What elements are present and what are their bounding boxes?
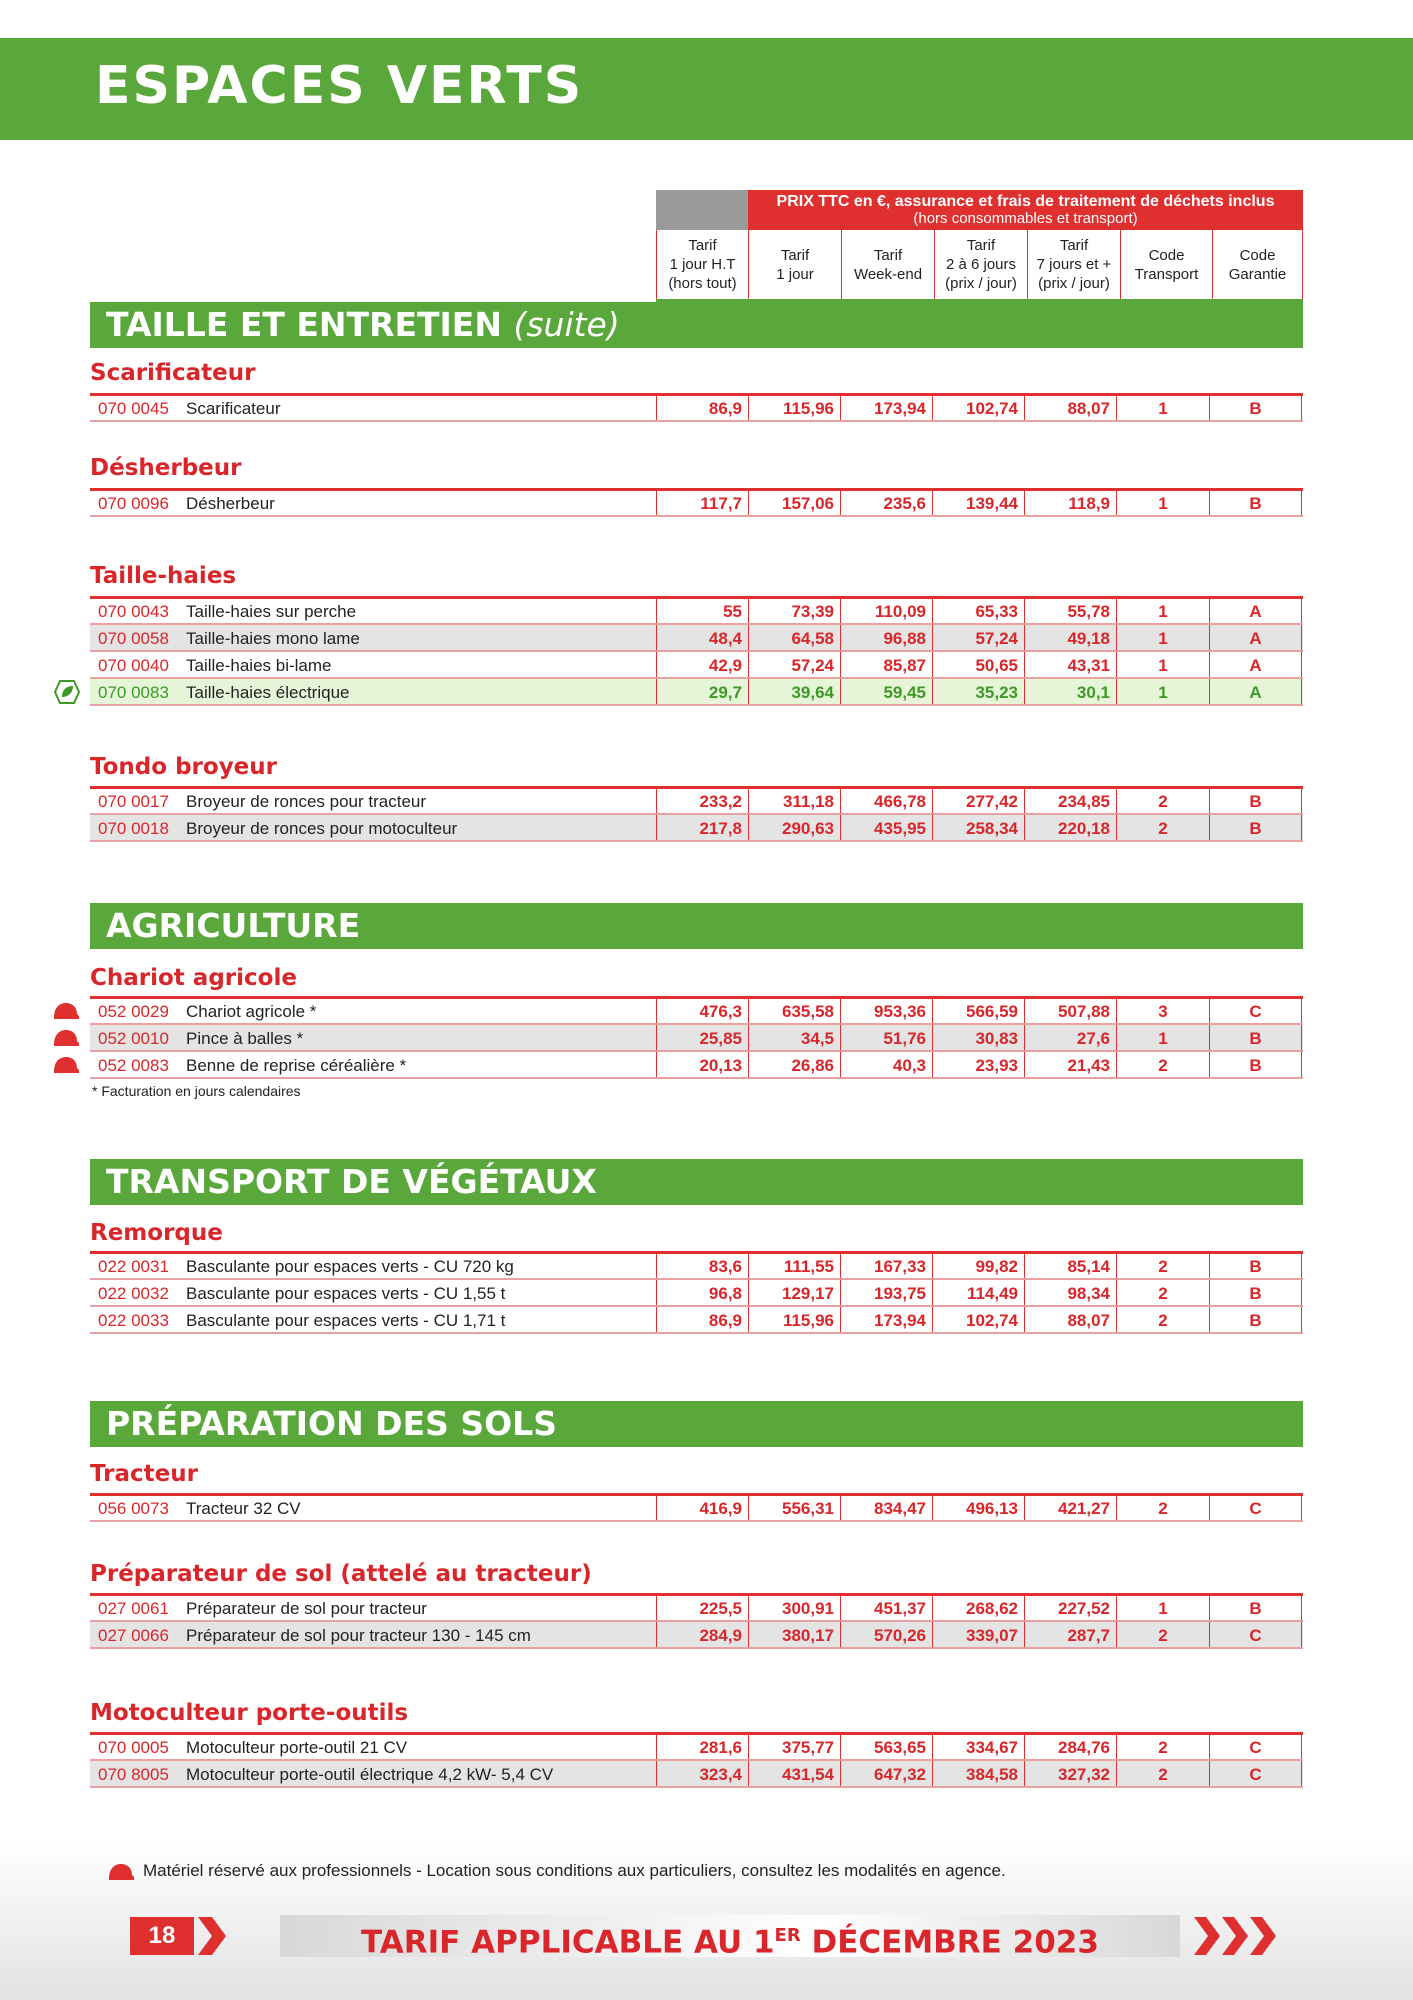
price-2-6j: 114,49 — [932, 1280, 1024, 1305]
code-garantie: B — [1209, 1052, 1302, 1077]
item-name: Scarificateur — [186, 399, 281, 418]
item-code: 052 0010 — [98, 1029, 169, 1048]
price-7j: 55,78 — [1024, 598, 1116, 623]
category-remorque: Remorque — [90, 1220, 223, 1246]
category-tondo-broyeur: Tondo broyeur — [90, 754, 277, 780]
price-1j: 26,86 — [748, 1052, 840, 1077]
item-code: 070 0018 — [98, 819, 169, 838]
price-weekend: 167,33 — [840, 1253, 932, 1278]
item-name: Broyeur de ronces pour motoculteur — [186, 819, 458, 838]
price-1j-ht: 29,7 — [656, 679, 748, 704]
price-1j: 157,06 — [748, 490, 840, 515]
section-transport-vegetaux: TRANSPORT DE VÉGÉTAUX — [90, 1159, 1303, 1205]
price-1j-ht: 96,8 — [656, 1280, 748, 1305]
col-code-transport: Code Transport — [1120, 230, 1212, 299]
section-preparation-sols: PRÉPARATION DES SOLS — [90, 1401, 1303, 1447]
price-2-6j: 334,67 — [932, 1734, 1024, 1759]
chevron-right-icon — [1192, 1915, 1282, 1957]
table-row — [90, 815, 1303, 842]
code-transport: 2 — [1116, 1052, 1209, 1077]
price-7j: 49,18 — [1024, 625, 1116, 650]
code-transport: 1 — [1116, 1025, 1209, 1050]
item-code: 070 0045 — [98, 399, 169, 418]
code-transport: 1 — [1116, 598, 1209, 623]
price-1j: 64,58 — [748, 625, 840, 650]
code-transport: 1 — [1116, 1595, 1209, 1620]
table-row — [90, 490, 1303, 517]
code-garantie: A — [1209, 625, 1302, 650]
table-row — [90, 1495, 1303, 1522]
item-name: Motoculteur porte-outil électrique 4,2 kW- 5,4 CV — [186, 1765, 554, 1784]
price-weekend: 235,6 — [840, 490, 932, 515]
price-1j-ht: 83,6 — [656, 1253, 748, 1278]
item-name: Tracteur 32 CV — [186, 1499, 301, 1518]
price-7j: 507,88 — [1024, 998, 1116, 1023]
table-row — [90, 1622, 1303, 1649]
price-7j: 287,7 — [1024, 1622, 1116, 1647]
price-2-6j: 139,44 — [932, 490, 1024, 515]
section-taille-entretien: TAILLE ET ENTRETIEN (suite) — [90, 302, 1303, 348]
price-1j: 431,54 — [748, 1761, 840, 1786]
item-code: 027 0061 — [98, 1599, 169, 1618]
table-row — [90, 788, 1303, 815]
ht-header-block — [656, 190, 748, 230]
item-code: 052 0029 — [98, 1002, 169, 1021]
code-garantie: B — [1209, 490, 1302, 515]
item-name: Taille-haies mono lame — [186, 629, 360, 648]
item-name: Taille-haies électrique — [186, 683, 350, 702]
col-tarif-7j: Tarif 7 jours et + (prix / jour) — [1027, 230, 1120, 299]
price-weekend: 51,76 — [840, 1025, 932, 1050]
tarif-date-banner: TARIF APPLICABLE AU 1ER DÉCEMBRE 2023 — [361, 1924, 1099, 1961]
item-name: Préparateur de sol pour tracteur — [186, 1599, 427, 1618]
price-1j-ht: 42,9 — [656, 652, 748, 677]
category-taille-haies: Taille-haies — [90, 563, 237, 589]
page-title: ESPACES VERTS — [95, 56, 584, 116]
price-1j: 375,77 — [748, 1734, 840, 1759]
code-transport: 1 — [1116, 679, 1209, 704]
price-1j: 34,5 — [748, 1025, 840, 1050]
price-1j-ht: 117,7 — [656, 490, 748, 515]
ttc-header-sub: (hors consommables et transport) — [913, 210, 1138, 227]
code-transport: 2 — [1116, 1734, 1209, 1759]
table-row — [90, 1253, 1303, 1280]
code-transport: 2 — [1116, 1280, 1209, 1305]
ttc-header-main: PRIX TTC en €, assurance et frais de traitement de déchets inclus — [776, 193, 1275, 210]
price-weekend: 451,37 — [840, 1595, 932, 1620]
code-transport: 1 — [1116, 652, 1209, 677]
price-weekend: 466,78 — [840, 788, 932, 813]
item-code: 070 0043 — [98, 602, 169, 621]
col-tarif-1j: Tarif 1 jour — [748, 230, 841, 299]
item-name: Taille-haies sur perche — [186, 602, 357, 621]
price-1j-ht: 217,8 — [656, 815, 748, 840]
price-7j: 234,85 — [1024, 788, 1116, 813]
category-preparateur-sol: Préparateur de sol (attelé au tracteur) — [90, 1561, 592, 1587]
price-weekend: 96,88 — [840, 625, 932, 650]
price-2-6j: 566,59 — [932, 998, 1024, 1023]
price-1j-ht: 48,4 — [656, 625, 748, 650]
price-2-6j: 23,93 — [932, 1052, 1024, 1077]
price-1j: 115,96 — [748, 1307, 840, 1332]
item-code: 070 0083 — [98, 683, 169, 702]
table-row — [90, 1595, 1303, 1622]
category-motoculteur: Motoculteur porte-outils — [90, 1700, 409, 1726]
code-transport: 1 — [1116, 395, 1209, 420]
chevron-right-icon — [196, 1915, 250, 1957]
price-1j: 300,91 — [748, 1595, 840, 1620]
item-code: 022 0031 — [98, 1257, 169, 1276]
code-garantie: B — [1209, 1253, 1302, 1278]
price-2-6j: 258,34 — [932, 815, 1024, 840]
price-1j-ht: 233,2 — [656, 788, 748, 813]
price-7j: 88,07 — [1024, 1307, 1116, 1332]
price-2-6j: 30,83 — [932, 1025, 1024, 1050]
price-1j-ht: 55 — [656, 598, 748, 623]
price-7j: 98,34 — [1024, 1280, 1116, 1305]
price-1j-ht: 225,5 — [656, 1595, 748, 1620]
code-garantie: C — [1209, 1761, 1302, 1786]
price-weekend: 834,47 — [840, 1495, 932, 1520]
code-transport: 2 — [1116, 815, 1209, 840]
price-2-6j: 102,74 — [932, 1307, 1024, 1332]
table-row — [90, 625, 1303, 652]
price-7j: 85,14 — [1024, 1253, 1116, 1278]
code-transport: 2 — [1116, 1495, 1209, 1520]
price-weekend: 85,87 — [840, 652, 932, 677]
price-7j: 27,6 — [1024, 1025, 1116, 1050]
code-garantie: C — [1209, 1495, 1302, 1520]
price-2-6j: 339,07 — [932, 1622, 1024, 1647]
price-2-6j: 65,33 — [932, 598, 1024, 623]
price-weekend: 59,45 — [840, 679, 932, 704]
price-7j: 21,43 — [1024, 1052, 1116, 1077]
code-transport: 3 — [1116, 998, 1209, 1023]
item-code: 027 0066 — [98, 1626, 169, 1645]
price-1j: 73,39 — [748, 598, 840, 623]
code-garantie: B — [1209, 815, 1302, 840]
item-name: Taille-haies bi-lame — [186, 656, 332, 675]
item-name: Préparateur de sol pour tracteur 130 - 145 cm — [186, 1626, 531, 1645]
col-tarif-1j-ht: Tarif 1 jour H.T (hors tout) — [656, 230, 748, 299]
price-weekend: 953,36 — [840, 998, 932, 1023]
helmet-icon — [52, 1055, 80, 1075]
item-code: 052 0083 — [98, 1056, 169, 1075]
section-agriculture: AGRICULTURE — [90, 903, 1303, 949]
price-1j: 380,17 — [748, 1622, 840, 1647]
item-code: 070 0017 — [98, 792, 169, 811]
price-7j: 43,31 — [1024, 652, 1116, 677]
price-1j-ht: 416,9 — [656, 1495, 748, 1520]
price-1j: 311,18 — [748, 788, 840, 813]
code-transport: 2 — [1116, 1307, 1209, 1332]
category-chariot-agricole: Chariot agricole — [90, 965, 297, 991]
code-garantie: C — [1209, 998, 1302, 1023]
item-code: 070 0005 — [98, 1738, 169, 1757]
code-transport: 2 — [1116, 788, 1209, 813]
table-row — [90, 679, 1303, 706]
code-garantie: B — [1209, 788, 1302, 813]
category-tracteur: Tracteur — [90, 1461, 198, 1487]
item-name: Pince à balles * — [186, 1029, 304, 1048]
price-2-6j: 268,62 — [932, 1595, 1024, 1620]
price-7j: 30,1 — [1024, 679, 1116, 704]
table-row — [90, 598, 1303, 625]
price-1j: 290,63 — [748, 815, 840, 840]
calendar-note: * Facturation en jours calendaires — [92, 1083, 301, 1099]
price-2-6j: 99,82 — [932, 1253, 1024, 1278]
price-weekend: 173,94 — [840, 1307, 932, 1332]
price-weekend: 40,3 — [840, 1052, 932, 1077]
price-1j-ht: 86,9 — [656, 1307, 748, 1332]
price-1j-ht: 284,9 — [656, 1622, 748, 1647]
item-code: 070 0040 — [98, 656, 169, 675]
table-row — [90, 998, 1303, 1025]
price-7j: 421,27 — [1024, 1495, 1116, 1520]
code-transport: 2 — [1116, 1253, 1209, 1278]
code-garantie: C — [1209, 1622, 1302, 1647]
code-transport: 1 — [1116, 490, 1209, 515]
price-7j: 284,76 — [1024, 1734, 1116, 1759]
table-row — [90, 1280, 1303, 1307]
table-row — [90, 1734, 1303, 1761]
price-column-header — [656, 190, 1303, 302]
price-1j-ht: 86,9 — [656, 395, 748, 420]
price-weekend: 647,32 — [840, 1761, 932, 1786]
code-garantie: B — [1209, 1025, 1302, 1050]
price-weekend: 570,26 — [840, 1622, 932, 1647]
table-row — [90, 1761, 1303, 1788]
code-garantie: C — [1209, 1734, 1302, 1759]
table-row — [90, 1307, 1303, 1334]
helmet-icon — [107, 1862, 135, 1882]
price-7j: 88,07 — [1024, 395, 1116, 420]
page-number: 18 — [130, 1917, 194, 1955]
eco-leaf-icon — [54, 679, 80, 705]
price-1j: 57,24 — [748, 652, 840, 677]
price-1j: 556,31 — [748, 1495, 840, 1520]
code-garantie: A — [1209, 679, 1302, 704]
code-garantie: A — [1209, 598, 1302, 623]
code-transport: 2 — [1116, 1761, 1209, 1786]
item-code: 070 0096 — [98, 494, 169, 513]
price-1j: 39,64 — [748, 679, 840, 704]
page-header-banner — [0, 38, 1413, 140]
table-row — [90, 1025, 1303, 1052]
code-garantie: A — [1209, 652, 1302, 677]
price-1j: 115,96 — [748, 395, 840, 420]
col-tarif-2-6j: Tarif 2 à 6 jours (prix / jour) — [934, 230, 1027, 299]
col-code-garantie: Code Garantie — [1212, 230, 1303, 299]
item-code: 022 0032 — [98, 1284, 169, 1303]
price-1j-ht: 25,85 — [656, 1025, 748, 1050]
price-1j-ht: 476,3 — [656, 998, 748, 1023]
table-row — [90, 652, 1303, 679]
price-weekend: 110,09 — [840, 598, 932, 623]
item-name: Broyeur de ronces pour tracteur — [186, 792, 427, 811]
item-code: 056 0073 — [98, 1499, 169, 1518]
price-1j-ht: 281,6 — [656, 1734, 748, 1759]
price-2-6j: 102,74 — [932, 395, 1024, 420]
price-7j: 118,9 — [1024, 490, 1116, 515]
item-name: Basculante pour espaces verts - CU 1,71 t — [186, 1311, 506, 1330]
price-2-6j: 277,42 — [932, 788, 1024, 813]
price-2-6j: 50,65 — [932, 652, 1024, 677]
category-desherbeur: Désherbeur — [90, 455, 242, 481]
item-name: Basculante pour espaces verts - CU 720 kg — [186, 1257, 514, 1276]
price-7j: 227,52 — [1024, 1595, 1116, 1620]
price-weekend: 435,95 — [840, 815, 932, 840]
helmet-icon — [52, 1028, 80, 1048]
item-code: 070 8005 — [98, 1765, 169, 1784]
price-weekend: 193,75 — [840, 1280, 932, 1305]
price-1j: 635,58 — [748, 998, 840, 1023]
price-2-6j: 35,23 — [932, 679, 1024, 704]
price-2-6j: 384,58 — [932, 1761, 1024, 1786]
price-1j: 111,55 — [748, 1253, 840, 1278]
item-name: Désherbeur — [186, 494, 275, 513]
table-row — [90, 1052, 1303, 1079]
code-transport: 1 — [1116, 625, 1209, 650]
code-garantie: B — [1209, 1595, 1302, 1620]
item-name: Benne de reprise céréalière * — [186, 1056, 407, 1075]
price-2-6j: 57,24 — [932, 625, 1024, 650]
item-code: 022 0033 — [98, 1311, 169, 1330]
price-weekend: 563,65 — [840, 1734, 932, 1759]
price-7j: 327,32 — [1024, 1761, 1116, 1786]
table-row — [90, 395, 1303, 422]
item-code: 070 0058 — [98, 629, 169, 648]
price-2-6j: 496,13 — [932, 1495, 1024, 1520]
item-name: Basculante pour espaces verts - CU 1,55 t — [186, 1284, 506, 1303]
price-1j: 129,17 — [748, 1280, 840, 1305]
price-1j-ht: 323,4 — [656, 1761, 748, 1786]
col-tarif-weekend: Tarif Week-end — [841, 230, 934, 299]
professional-note: Matériel réservé aux professionnels - Location sous conditions aux particuliers, consultez les modalités en agence. — [143, 1861, 1006, 1880]
code-garantie: B — [1209, 1307, 1302, 1332]
price-weekend: 173,94 — [840, 395, 932, 420]
helmet-icon — [52, 1001, 80, 1021]
ttc-header — [748, 190, 1303, 230]
price-7j: 220,18 — [1024, 815, 1116, 840]
code-transport: 2 — [1116, 1622, 1209, 1647]
price-1j-ht: 20,13 — [656, 1052, 748, 1077]
item-name: Chariot agricole * — [186, 1002, 317, 1021]
category-scarificateur: Scarificateur — [90, 360, 256, 386]
item-name: Motoculteur porte-outil 21 CV — [186, 1738, 408, 1757]
code-garantie: B — [1209, 395, 1302, 420]
code-garantie: B — [1209, 1280, 1302, 1305]
